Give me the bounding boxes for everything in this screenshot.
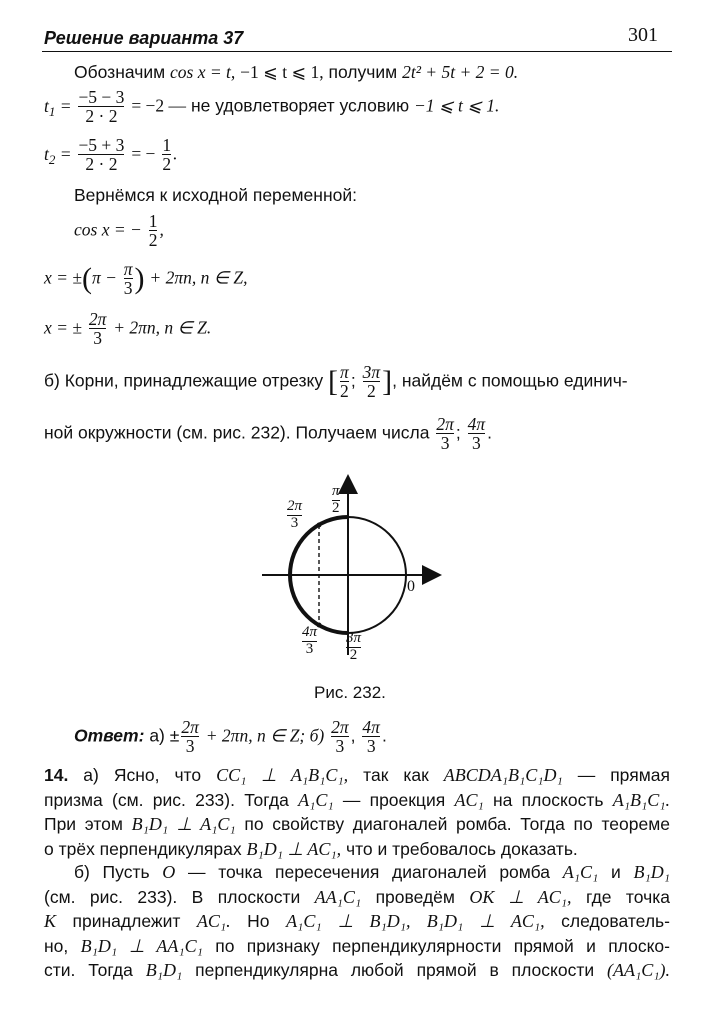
equation-line-t1: $t_1$ = $\frac{-5 - 3}{2 \cdot 2}$ = −2 — не удовлетворяет условию −1 ⩽ t ⩽ 1.: [44, 87, 500, 127]
figure-caption: Рис. 232.: [314, 683, 386, 702]
equation-line-t2: $t_2$ = $\frac{-5 + 3}{2 \cdot 2}$ = − $\frac{1}{2}$ .: [44, 135, 178, 175]
fraction-t1: $\frac{-5 - 3}{2 \cdot 2}$: [78, 87, 125, 127]
equation-line-substitution: Обозначим cos x = t, −1 ⩽ t ⩽ 1, получим 2t² + 5t + 2 = 0.: [74, 62, 519, 82]
p14b-line-1: б) Пусть O — точка пересечения диагоналей ромба A₁C₁ и B₁D₁: [74, 862, 670, 882]
label-2pi-over-3: $\frac{2\pi}{3}$: [287, 498, 303, 531]
page-number: 301: [628, 24, 658, 46]
equation-line-x2: x = ± $\frac{2\pi}{3}$ + 2πn, n ∈ Z.: [44, 309, 212, 349]
problem-14-part-b: [44, 860, 670, 983]
label-pi-over-2: $\frac{\pi}{2}$: [332, 483, 340, 516]
equation-line-x1: x = ±(π − $\frac{\pi}{3}$ ) + 2πn, n ∈ Z,: [44, 259, 248, 299]
text-part-b-line1: б) Корни, принадлежащие отрезку [ $\frac{\pi}{2}$ ; $\frac{3\pi}{2}$ ], найдём с помощью единич-: [44, 362, 628, 402]
p14b-line-5: сти. Тогда B₁D₁ перпендикулярна любой прямой в плоскости (AA₁C₁).: [44, 960, 670, 980]
p14-line-2: призма (см. рис. 233). Тогда A₁C₁ — проекция AC₁ на плоскость A₁B₁C₁.: [44, 789, 670, 810]
point-2pi-3: [317, 523, 322, 528]
p14-line-1: 14. а) Ясно, что CC₁ ⊥ A₁B₁C₁, так как ABCDA₁B₁C₁D₁ — прямая: [44, 765, 670, 785]
fraction-t2: $\frac{-5 + 3}{2 \cdot 2}$: [78, 135, 125, 175]
p14-line-4: о трёх перпендикулярах B₁D₁ ⊥ AC₁, что и требовалось доказать.: [44, 838, 578, 859]
label-3pi-over-2: $\frac{3\pi}{2}$: [346, 630, 362, 663]
running-header-title: Решение варианта 37: [44, 28, 244, 48]
p14-line-3: При этом B₁D₁ ⊥ A₁C₁ по свойству диагоналей ромба. Тогда по теореме: [44, 814, 670, 834]
point-4pi-3: [317, 623, 322, 628]
label-zero: 0: [407, 578, 415, 595]
p14b-line-4: но, B₁D₁ ⊥ AA₁C₁ по признаку перпендикулярности прямой и плоско-: [44, 935, 670, 956]
header-rule: [42, 51, 672, 52]
text-return-variable: Вернёмся к исходной переменной:: [74, 185, 357, 205]
p14b-line-3: K принадлежит AC₁. Но A₁C₁ ⊥ B₁D₁, B₁D₁ ⊥ AC₁, следователь-: [44, 911, 670, 931]
label-4pi-over-3: $\frac{4\pi}{3}$: [302, 624, 318, 657]
text-part-b-line2: ной окружности (см. рис. 232). Получаем числа $\frac{2\pi}{3}$ ; $\frac{4\pi}{3}$ .: [44, 414, 492, 454]
problem-14-part-a: [44, 763, 670, 861]
answer-line: Ответ: а) ± $\frac{2\pi}{3}$ + 2πn, n ∈ Z; б) $\frac{2\pi}{3}$ , $\frac{4\pi}{3}$ .: [74, 717, 387, 757]
equation-line-cos: cos x = − $\frac{1}{2}$ ,: [74, 211, 164, 251]
p14b-line-2: (см. рис. 233). В плоскости AA₁C₁ проведём OK ⊥ AC₁, где точка: [44, 886, 670, 907]
